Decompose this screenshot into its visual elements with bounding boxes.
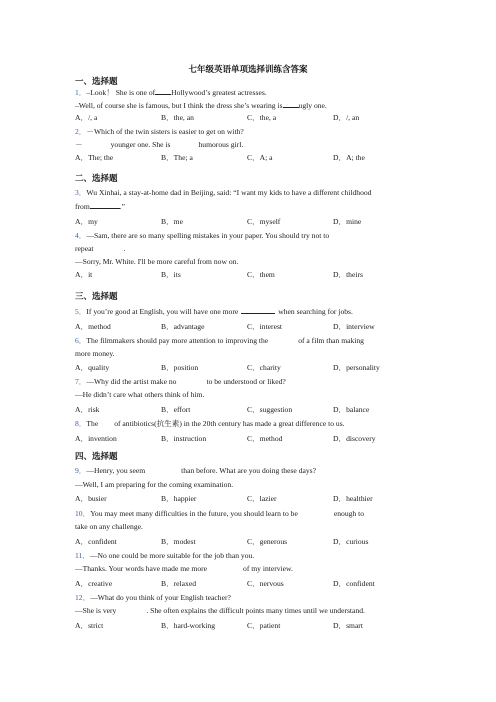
q6-text: The filmmakers should pay more attention to improving the [86, 336, 269, 345]
q3-text: Wu Xinhai, a stay-at-home dad in Beijing, said: “I want my kids to have a different childhood [86, 188, 372, 197]
option-a: A．my [75, 217, 98, 226]
option-d: D．smart [333, 621, 363, 630]
q3-line-2 [75, 201, 125, 212]
option-b: B．the, an [161, 113, 194, 122]
q10-text: enough to [333, 509, 365, 518]
answer-blank [283, 100, 299, 108]
question-number: 8． [75, 419, 87, 428]
q2-line-1 [75, 127, 244, 137]
option-a: A．invention [75, 434, 117, 443]
q11-options [75, 579, 495, 589]
option-b: B．The; a [161, 153, 193, 162]
question-number: 7． [75, 377, 87, 386]
option-a: A．it [75, 270, 93, 279]
q9-text: than before. What are you doing these days? [181, 466, 316, 475]
answer-blank [155, 87, 171, 95]
q8-line-1 [75, 419, 345, 429]
q12-line-2 [75, 606, 365, 616]
section-heading-4: 四、选择题 [75, 452, 118, 462]
q7-text: —Why did the artist make no [86, 377, 177, 386]
question-number: 6． [75, 336, 87, 345]
option-b: B．relaxed [161, 579, 197, 588]
q7-line-2: —He didn’t care what others think of him. [75, 390, 205, 399]
q10-line-1 [75, 509, 364, 519]
option-c: C．nervous [247, 579, 284, 588]
q11-text: —Thanks. Your words have made me more [75, 564, 208, 573]
q12-line-1 [75, 593, 231, 603]
option-d: D．theirs [333, 270, 363, 279]
q2-options [75, 153, 495, 163]
question-number: 12． [75, 593, 91, 602]
option-d: D．curious [333, 537, 369, 546]
document-title: 七年级英语单项选择训练含答案 [188, 65, 308, 75]
q10-options [75, 537, 495, 547]
q4-options [75, 270, 495, 280]
q6-options [75, 363, 495, 373]
section-heading-1: 一、选择题 [75, 77, 118, 87]
option-b: B．happier [161, 494, 197, 503]
q12-options [75, 621, 495, 631]
q8-text: of antibiotics(抗生素) in the 20th century has made a great difference to us. [114, 419, 345, 428]
question-number: 11． [75, 551, 90, 560]
option-d: D．interview [333, 322, 375, 331]
option-c: C．suggestion [247, 405, 293, 414]
option-c: C．myself [247, 217, 281, 226]
option-b: B．modest [161, 537, 196, 546]
option-b: B．advantage [161, 322, 205, 331]
q3-line-1 [75, 188, 371, 198]
q7-text: to be understood or liked? [206, 377, 286, 386]
option-b: B．effort [161, 405, 191, 414]
option-a: A．risk [75, 405, 100, 414]
q4-text: repeat [75, 244, 94, 253]
q1-text: –Look！ She is one of [86, 88, 156, 97]
q5-text: If you’re good at English, you will have one more [86, 307, 239, 316]
q2-line-2 [75, 140, 243, 150]
q4-line-1 [75, 231, 329, 241]
option-a: A．/, a [75, 113, 98, 122]
option-a: A．busier [75, 494, 107, 503]
q1-line-1 [75, 87, 267, 98]
q8-options [75, 434, 495, 444]
q2-text: younger one. She is [110, 140, 171, 149]
option-d: D．A; the [333, 153, 365, 162]
question-number: 2． [75, 127, 87, 136]
q12-text: —What do you think of your English teacher? [90, 593, 231, 602]
option-d: D．balance [333, 405, 370, 414]
option-d: D．healthier [333, 494, 373, 503]
option-c: C．method [247, 434, 283, 443]
q11-line-2 [75, 564, 293, 574]
q12-text: . She often explains the difficult points many times until we understand. [146, 606, 365, 615]
option-a: A．creative [75, 579, 113, 588]
option-c: C．patient [247, 621, 281, 630]
option-c: C．the, a [247, 113, 277, 122]
option-d: D．personality [333, 363, 380, 372]
option-b: B．hard-working [161, 621, 215, 630]
option-c: C．charity [247, 363, 281, 372]
option-c: C．lazier [247, 494, 277, 503]
question-number: 3． [75, 188, 87, 197]
q1-line-2 [75, 100, 327, 111]
q1-text: Hollywood’s greatest actresses. [171, 88, 267, 97]
q11-text: of my interview. [243, 564, 293, 573]
option-b: B．its [161, 270, 181, 279]
option-a: A．confident [75, 537, 117, 546]
option-a: A．The; the [75, 153, 114, 162]
q11-line-1 [75, 551, 254, 561]
q4-text: —Sam, there are so many spelling mistakes in your paper. You should try not to [86, 231, 330, 240]
section-heading-2: 二、选择题 [75, 174, 118, 184]
question-number: 5． [75, 307, 87, 316]
option-b: B．instruction [161, 434, 207, 443]
q3-text: from [75, 202, 90, 211]
q5-options [75, 322, 495, 332]
question-number: 4． [75, 231, 87, 240]
q10-line-2: take on any challenge. [75, 522, 143, 531]
option-c: C．A; a [247, 153, 273, 162]
q5-line-1 [75, 306, 353, 317]
option-d: D．mine [333, 217, 362, 226]
answer-blank [241, 306, 275, 314]
q1-text: –Well, of course she is famous, but I think the dress she’s wearing is [75, 101, 283, 110]
option-c: C．interest [247, 322, 283, 331]
option-d: D．/, an [333, 113, 360, 122]
q2-text: －Which of the twin sisters is easier to get on with? [86, 127, 244, 136]
q2-text: humorous girl. [198, 140, 244, 149]
q1-options [75, 113, 495, 123]
question-number: 9． [75, 466, 87, 475]
q12-text: —She is very [75, 606, 117, 615]
option-b: B．me [161, 217, 183, 226]
option-a: A．strict [75, 621, 104, 630]
q5-text: when searching for jobs. [278, 307, 353, 316]
q3-text: .” [119, 202, 126, 211]
q7-line-1 [75, 377, 286, 387]
option-b: B．position [161, 363, 199, 372]
q9-options [75, 494, 495, 504]
q7-options [75, 405, 495, 415]
q6-text: of a film than making [298, 336, 364, 345]
option-a: A．quality [75, 363, 110, 372]
section-heading-3: 三、选择题 [75, 292, 118, 302]
option-c: C．them [247, 270, 275, 279]
answer-blank [90, 201, 120, 209]
q4-text: . [123, 244, 126, 253]
q11-text: —No one could be more suitable for the job than you. [89, 551, 255, 560]
q6-line-2: more money. [75, 349, 115, 358]
q9-line-2: —Well, I am preparing for the coming examination. [75, 480, 234, 489]
option-d: D．discovery [333, 434, 376, 443]
q6-line-1 [75, 336, 364, 346]
q3-options [75, 217, 495, 227]
option-c: C．generous [247, 537, 288, 546]
q10-text: You may meet many difficulties in the future, you should learn to be [90, 509, 298, 518]
option-a: A．method [75, 322, 111, 331]
option-d: D．confident [333, 579, 375, 588]
q9-text: —Henry, you seem [86, 466, 146, 475]
question-number: 10． [75, 509, 91, 518]
question-number: 1． [75, 88, 87, 97]
q4-line-2 [75, 244, 125, 254]
q9-line-1 [75, 466, 316, 476]
q4-line-3: —Sorry, Mr. White. I'll be more careful from now on. [75, 257, 239, 266]
q1-text: ugly one. [298, 101, 327, 110]
q2-text: － [75, 140, 83, 149]
q8-text: The [86, 419, 99, 428]
